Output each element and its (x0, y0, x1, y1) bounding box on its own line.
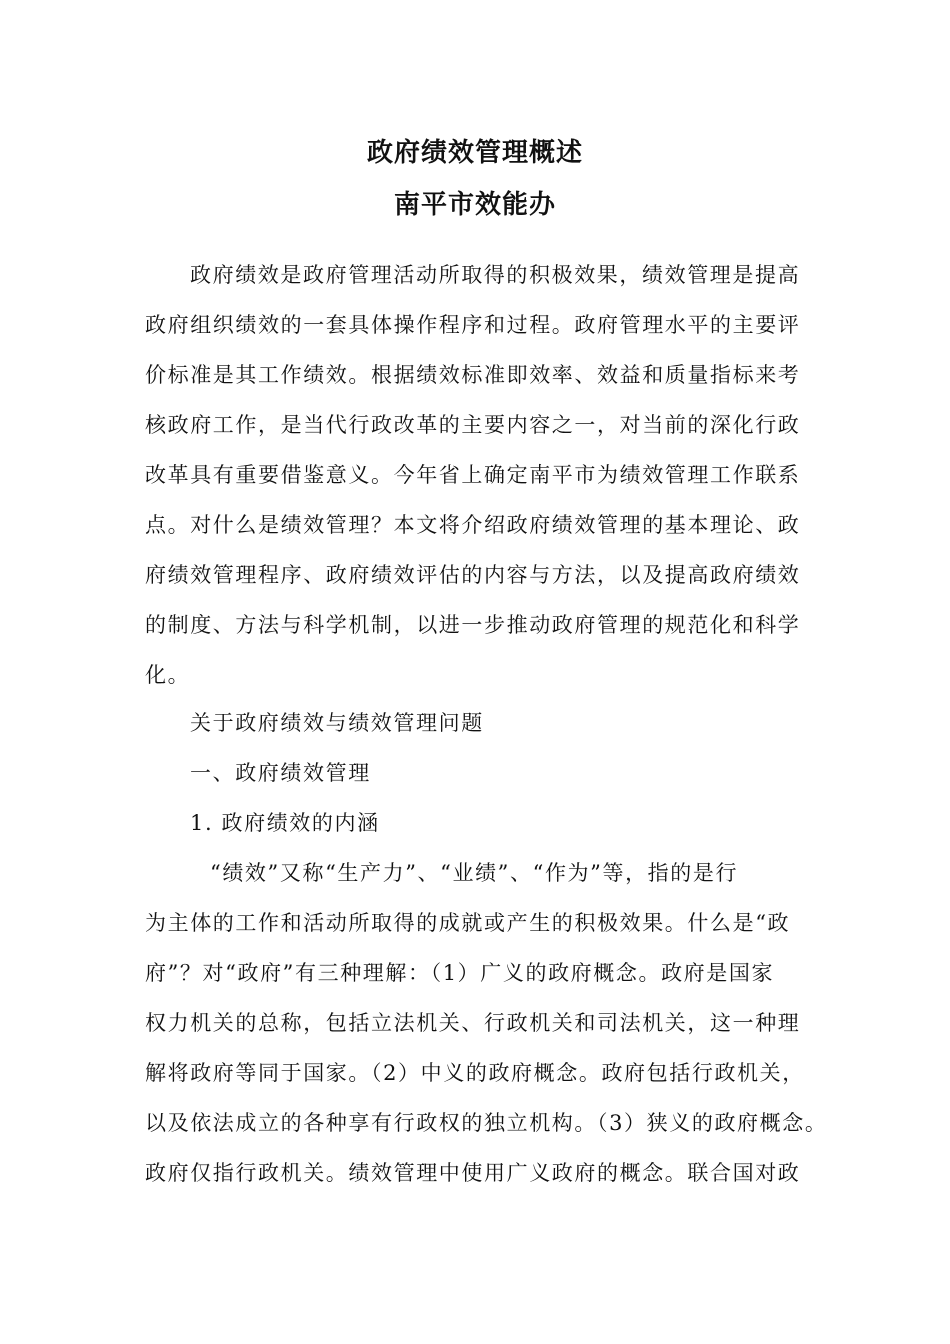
paragraph-line: 府绩效管理程序、政府绩效评估的内容与方法，以及提高政府绩效 (145, 563, 801, 587)
paragraph-line: 为主体的工作和活动所取得的成就或产生的积极效果。什么是“政 (145, 911, 791, 935)
subsection-heading: 1. 政府绩效的内涵 (190, 811, 380, 835)
paragraph-line: 政府仅指行政机关。绩效管理中使用广义政府的概念。联合国对政 (145, 1161, 801, 1185)
document-subtitle: 南平市效能办 (393, 190, 556, 220)
paragraph-line: 改革具有重要借鉴意义。今年省上确定南平市为绩效管理工作联系 (145, 463, 801, 487)
section-heading: 关于政府绩效与绩效管理问题 (190, 711, 484, 735)
paragraph-line: 解将政府等同于国家。（2）中义的政府概念。政府包括行政机关， (145, 1061, 805, 1085)
paragraph-line: 权力机关的总称，包括立法机关、行政机关和司法机关，这一种理 (145, 1011, 801, 1035)
paragraph-line: “绩效”又称“生产力”、“业绩”、“作为”等，指的是行 (210, 861, 739, 885)
paragraph-line: 价标准是其工作绩效。根据绩效标准即效率、效益和质量指标来考 (145, 363, 801, 387)
paragraph-line: 核政府工作，是当代行政改革的主要内容之一，对当前的深化行政 (145, 413, 801, 437)
paragraph-line: 府”？对“政府”有三种理解：（1）广义的政府概念。政府是国家 (145, 961, 775, 985)
section-heading: 一、政府绩效管理 (190, 761, 371, 785)
paragraph-line: 政府绩效是政府管理活动所取得的积极效果，绩效管理是提高 (190, 263, 801, 287)
document-title: 政府绩效管理概述 (366, 138, 583, 168)
paragraph-line: 以及依法成立的各种享有行政权的独立机构。（3）狭义的政府概念。 (145, 1111, 828, 1135)
paragraph-line: 化。 (145, 663, 191, 687)
paragraph-line: 点。对什么是绩效管理？本文将介绍政府绩效管理的基本理论、政 (145, 513, 801, 537)
paragraph-line: 政府组织绩效的一套具体操作程序和过程。政府管理水平的主要评 (145, 313, 801, 337)
paragraph-line: 的制度、方法与科学机制，以进一步推动政府管理的规范化和科学 (145, 613, 801, 637)
